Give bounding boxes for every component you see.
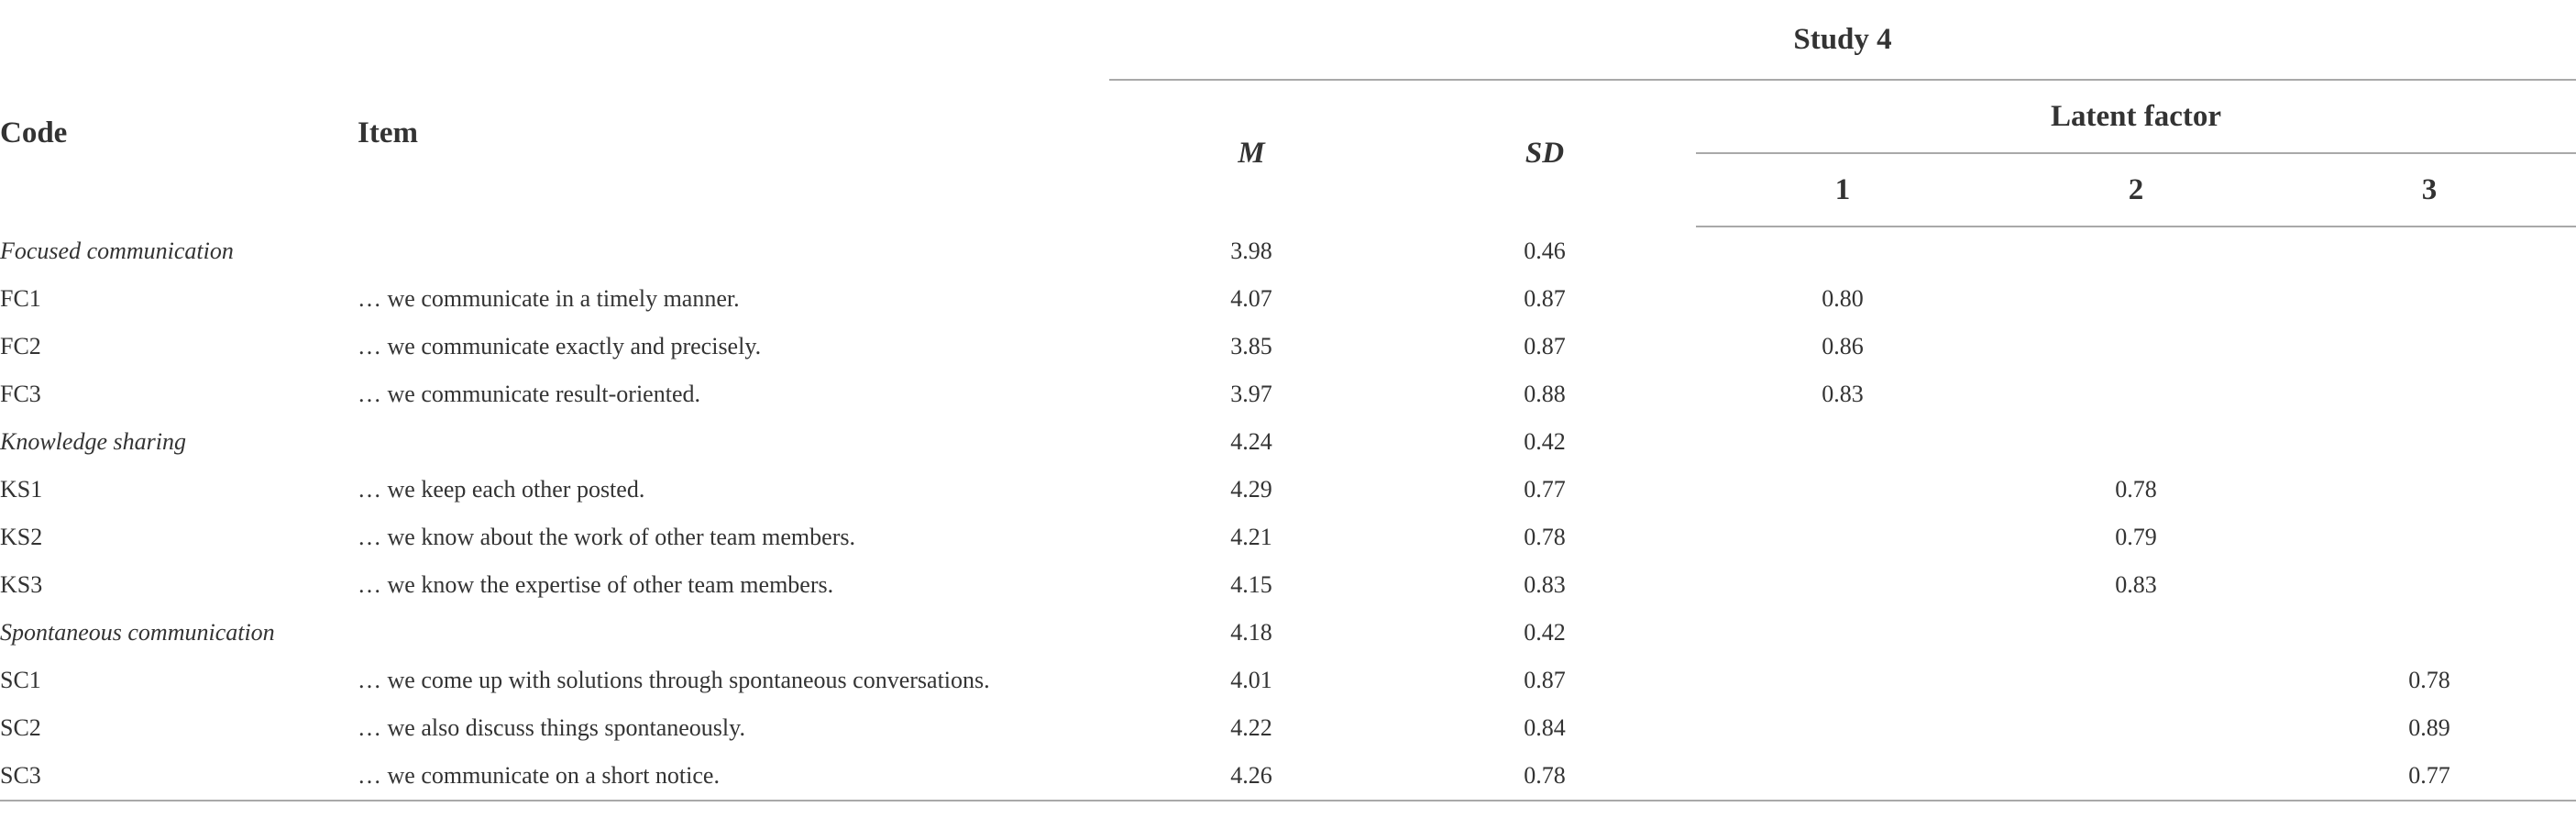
factor-1-cell bbox=[1696, 466, 1989, 514]
header-spacer bbox=[358, 0, 1109, 80]
code-cell: FC3 bbox=[0, 381, 41, 407]
mean-column-header: M bbox=[1238, 137, 1265, 170]
table-header bbox=[0, 0, 2576, 227]
factor-3-cell: 0.89 bbox=[2408, 714, 2450, 741]
code-cell: KS2 bbox=[0, 524, 43, 550]
mean-cell: 4.18 bbox=[1230, 619, 1272, 646]
code-cell: SC2 bbox=[0, 714, 41, 741]
mean-cell: 4.07 bbox=[1230, 285, 1272, 312]
factor-1-cell bbox=[1696, 514, 1989, 561]
table-row bbox=[0, 657, 2576, 704]
section-row bbox=[0, 418, 2576, 466]
item-cell bbox=[358, 227, 1109, 275]
item-cell: … we also discuss things spontaneously. bbox=[358, 714, 745, 741]
item-cell: … we keep each other posted. bbox=[358, 476, 645, 503]
factor-3-cell bbox=[2283, 323, 2576, 370]
factor-2-cell bbox=[1989, 323, 2283, 370]
item-cell: … we communicate exactly and precisely. bbox=[358, 333, 762, 359]
sd-column-header: SD bbox=[1525, 137, 1565, 170]
factor-3-cell: 0.78 bbox=[2408, 667, 2450, 693]
factor-2-cell bbox=[1989, 609, 2283, 657]
item-cell: … we communicate on a short notice. bbox=[358, 752, 1109, 801]
code-header-label: Code bbox=[0, 116, 68, 149]
factor-1-header: 1 bbox=[1696, 153, 1989, 227]
item-cell bbox=[358, 609, 1109, 657]
code-cell: FC1 bbox=[0, 285, 41, 312]
factor-1-cell bbox=[1696, 418, 1989, 466]
code-cell: KS3 bbox=[0, 571, 43, 598]
table-row bbox=[0, 323, 2576, 370]
table-row bbox=[0, 514, 2576, 561]
factor-1-cell bbox=[1696, 704, 1989, 752]
factor-2-cell bbox=[1989, 370, 2283, 418]
sd-cell: 0.84 bbox=[1524, 714, 1566, 741]
code-cell: FC2 bbox=[0, 333, 41, 359]
factor-3-header: 3 bbox=[2283, 153, 2576, 227]
sd-cell: 0.46 bbox=[1524, 237, 1566, 264]
sd-cell: 0.87 bbox=[1524, 667, 1566, 693]
item-cell: … we come up with solutions through spontaneous conversations. bbox=[358, 667, 990, 693]
mean-cell: 4.21 bbox=[1230, 524, 1272, 550]
factor-3-cell: 0.77 bbox=[2283, 752, 2576, 801]
item-cell: … we communicate in a timely manner. bbox=[358, 285, 740, 312]
sd-cell: 0.88 bbox=[1524, 381, 1566, 407]
factor-1-cell bbox=[1696, 657, 1989, 704]
code-cell: SC1 bbox=[0, 667, 41, 693]
table-body bbox=[0, 227, 2576, 801]
sd-cell: 0.83 bbox=[1524, 571, 1566, 598]
code-cell: Spontaneous communication bbox=[0, 619, 275, 646]
factor-2-cell bbox=[1989, 657, 2283, 704]
mean-cell: 4.24 bbox=[1230, 428, 1272, 455]
code-cell: Knowledge sharing bbox=[0, 428, 186, 455]
factor-2-cell bbox=[1989, 704, 2283, 752]
factor-1-cell: 0.80 bbox=[1822, 285, 1864, 312]
factor-2-cell: 0.83 bbox=[2115, 571, 2157, 598]
item-cell: … we communicate result-oriented. bbox=[358, 381, 700, 407]
mean-cell: 4.01 bbox=[1230, 667, 1272, 693]
mean-cell: 4.15 bbox=[1230, 571, 1272, 598]
sd-cell: 0.42 bbox=[1524, 619, 1566, 646]
item-header-label: Item bbox=[358, 116, 418, 149]
factor-3-cell bbox=[2283, 466, 2576, 514]
code-column-header bbox=[0, 80, 358, 227]
table-row bbox=[0, 275, 2576, 323]
factor-3-cell bbox=[2283, 275, 2576, 323]
item-cell: … we know about the work of other team members. bbox=[358, 524, 855, 550]
factor-2-cell bbox=[1989, 227, 2283, 275]
table-row bbox=[0, 466, 2576, 514]
factor-3-cell bbox=[2283, 561, 2576, 609]
factor-3-cell bbox=[2283, 227, 2576, 275]
table-row bbox=[0, 752, 2576, 801]
mean-cell: 3.98 bbox=[1230, 237, 1272, 264]
mean-cell: 4.29 bbox=[1230, 476, 1272, 503]
section-row bbox=[0, 609, 2576, 657]
item-cell bbox=[358, 418, 1109, 466]
sd-cell: 0.42 bbox=[1524, 428, 1566, 455]
table-row bbox=[0, 704, 2576, 752]
factor-1-cell bbox=[1696, 752, 1989, 801]
sd-cell: 0.78 bbox=[1393, 752, 1696, 801]
factor-2-cell: 0.78 bbox=[2115, 476, 2157, 503]
sd-cell: 0.87 bbox=[1524, 285, 1566, 312]
factor-1-cell: 0.83 bbox=[1822, 381, 1864, 407]
item-column-header bbox=[358, 80, 1109, 227]
header-spacer bbox=[0, 0, 358, 80]
table-row bbox=[0, 561, 2576, 609]
table-row bbox=[0, 370, 2576, 418]
factor-3-cell bbox=[2283, 370, 2576, 418]
factor-1-cell bbox=[1696, 561, 1989, 609]
factor-2-cell bbox=[1989, 418, 2283, 466]
factor-2-cell bbox=[1989, 275, 2283, 323]
item-cell: … we know the expertise of other team members. bbox=[358, 571, 834, 598]
factor-3-cell bbox=[2283, 609, 2576, 657]
sd-cell: 0.78 bbox=[1524, 524, 1566, 550]
code-cell: KS1 bbox=[0, 476, 43, 503]
sd-cell: 0.87 bbox=[1524, 333, 1566, 359]
section-row bbox=[0, 227, 2576, 275]
factor-2-cell: 0.79 bbox=[2115, 524, 2157, 550]
factor-3-cell bbox=[2283, 514, 2576, 561]
factor-2-header: 2 bbox=[1989, 153, 2283, 227]
sd-cell: 0.77 bbox=[1524, 476, 1566, 503]
factor-1-cell bbox=[1696, 227, 1989, 275]
latent-factor-header: Latent factor bbox=[1696, 80, 2576, 153]
factor-1-cell bbox=[1696, 609, 1989, 657]
mean-cell: 4.26 bbox=[1109, 752, 1393, 801]
mean-cell: 4.22 bbox=[1230, 714, 1272, 741]
factor-1-cell: 0.86 bbox=[1822, 333, 1864, 359]
mean-cell: 3.85 bbox=[1230, 333, 1272, 359]
study-header: Study 4 bbox=[1109, 0, 2576, 80]
mean-cell: 3.97 bbox=[1230, 381, 1272, 407]
factor-2-cell bbox=[1989, 752, 2283, 801]
code-cell: Focused communication bbox=[0, 237, 234, 264]
code-cell: SC3 bbox=[0, 752, 358, 801]
factor-3-cell bbox=[2283, 418, 2576, 466]
